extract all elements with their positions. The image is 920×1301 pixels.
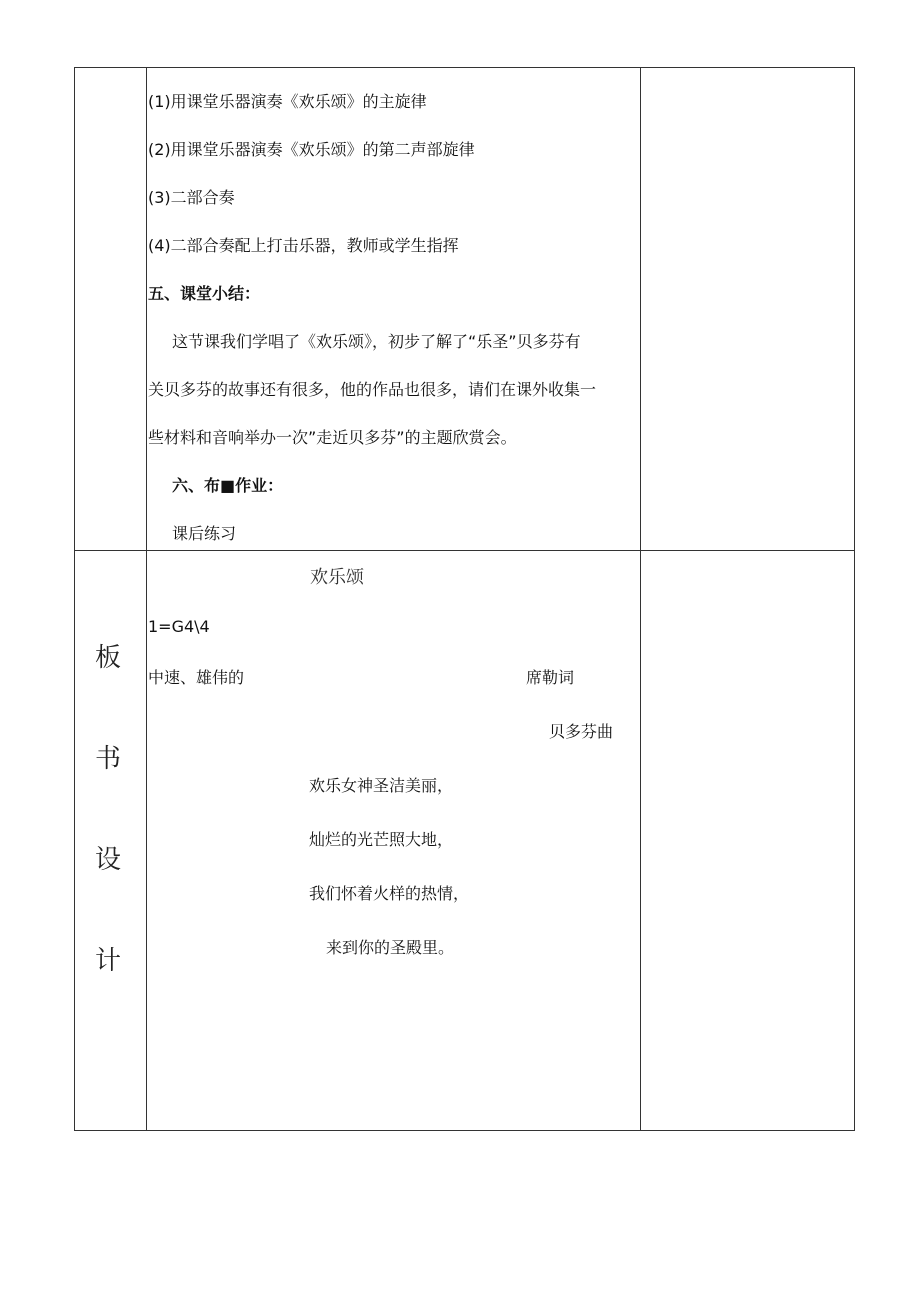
summary-line-2: 关贝多芬的故事还有很多，他的作品也很多，请们在课外收集一 [148,380,597,399]
lyric-line-3: 我们怀着火样的热情， [309,884,470,903]
lyric-line-4: 来到你的圣殿里。 [326,938,455,957]
lyric-line-1: 欢乐女神圣洁美丽， [309,776,454,795]
step-3: (3)二部合奏 [148,188,235,207]
table-bottom-border [74,1130,855,1131]
step-2: (2)用课堂乐器演奏《欢乐颂》的第二声部旋律 [148,140,475,159]
step-1: (1)用课堂乐器演奏《欢乐颂》的主旋律 [148,92,427,111]
lyricist-credit: 席勒词 [526,668,575,687]
side-label-char-1: 板 [95,643,122,673]
lesson-table [74,67,855,1131]
lyric-line-2: 灿烂的光芒照大地， [309,830,454,849]
side-label-char-3: 设 [95,845,122,875]
table-left-border [74,67,75,1131]
summary-line-1: 这节课我们学唱了《欢乐颂》，初步了解了“乐圣”贝多芬有 [172,332,581,351]
table-right-border [854,67,855,1131]
step-4: (4)二部合奏配上打击乐器，教师或学生指挥 [148,236,459,255]
side-label-char-2: 书 [95,744,122,774]
summary-line-3: 些材料和音响举办一次”走近贝多芬”的主题欣赏会。 [148,428,517,447]
homework-text: 课后练习 [172,524,237,543]
side-label-char-4: 计 [95,946,122,976]
song-title: 欢乐颂 [310,567,364,588]
tempo-marking: 中速、雄伟的 [148,668,245,687]
summary-heading: 五、课堂小结： [148,284,261,303]
key-signature: 1=G4\4 [148,617,210,636]
column-divider-left [146,67,147,1131]
table-top-border [74,67,855,68]
column-divider-right [640,67,641,1131]
composer-credit: 贝多芬曲 [549,722,614,741]
row-divider [74,550,855,551]
homework-heading: 六、布■作业： [172,476,284,495]
